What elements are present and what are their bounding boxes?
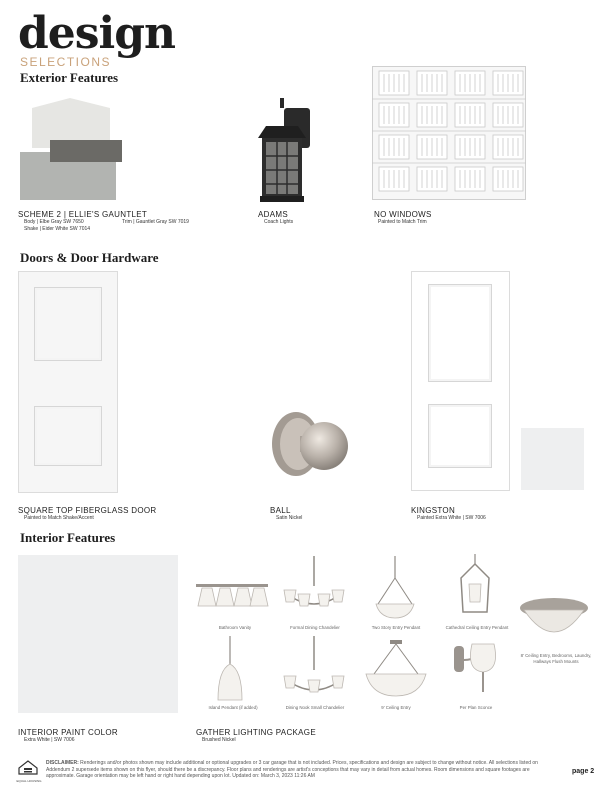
equal-housing-icon — [18, 760, 38, 778]
fixture-cathedral-caption: Cathedral Ceiling Entry Pendant — [445, 625, 509, 630]
island-pendant-image — [210, 636, 250, 702]
paint-title: INTERIOR PAINT COLOR — [18, 728, 118, 737]
vanity-light-image — [192, 576, 272, 616]
page-number: page 2 — [572, 768, 595, 775]
fixture-vanity-caption: Bathroom Vanity — [218, 625, 252, 630]
trim-swatch — [50, 140, 122, 162]
light-title: ADAMS — [258, 210, 288, 219]
scheme-body: Body | Elbe Gray SW 7650 — [24, 219, 84, 225]
scheme-shake: Shake | Eider White SW 7014 — [24, 226, 91, 232]
equal-housing-label: EQUAL HOUSING — [16, 779, 42, 783]
disclaimer-label: DISCLAIMER: — [46, 760, 79, 766]
cathedral-pendant-image — [455, 554, 495, 620]
interior-door-sub: Painted Extra White | SW 7006 — [417, 515, 486, 521]
section-interior-title: Interior Features — [20, 530, 116, 545]
fixture-flush-caption: 8' Ceiling Entry, Bedrooms, Laundry, Hallways Flush Mounts — [520, 653, 592, 664]
interior-door-image — [411, 271, 510, 491]
front-door-image — [18, 271, 118, 493]
logo-subword: SELECTIONS — [20, 55, 112, 69]
front-door-sub: Painted to Match Shake/Accent — [24, 515, 94, 521]
lighting-sub: Brushed Nickel — [202, 737, 236, 743]
garage-sub: Painted to Match Trim — [378, 219, 427, 225]
scheme-trim: Trim | Gauntlet Gray SW 7019 — [122, 219, 189, 225]
section-doors-title: Doors & Door Hardware — [20, 250, 159, 265]
disclaimer — [46, 760, 552, 780]
garage-title: NO WINDOWS — [374, 210, 432, 219]
fixture-formal-caption: Formal Dining Chandelier — [290, 625, 340, 630]
interior-door-title: KINGSTON — [411, 506, 456, 515]
paint-sub: Extra White | SW 7006 — [24, 737, 75, 743]
ceiling-9-image — [364, 640, 428, 698]
garage-door-image — [372, 66, 526, 200]
scheme-title: SCHEME 2 | ELLIE'S GAUNTLET — [18, 210, 148, 219]
disclaimer-text: Renderings and/or photos shown may include additional or optional upgrades or 3 car garage that is not included. Prices, specifications and design are subject to change without notice. All selections listed on Addendum 2 supersede items shown on this flyer, should there be a discrepancy. Floor plans and renderings are artist's conceptions that may vary in detail from actual homes. Room dimensions and square footages are approximate. Garage orientation may be left hand or right hand depending upon lot. Updated on: March 3, 2023 11:26 AM — [46, 760, 538, 779]
section-exterior-title: Exterior Features — [20, 70, 119, 85]
door-knob-image — [270, 410, 350, 480]
formal-chandelier-image — [282, 556, 346, 620]
front-door-title: SQUARE TOP FIBERGLASS DOOR — [18, 506, 157, 515]
interior-door-color-swatch — [521, 428, 584, 490]
light-sub: Coach Lights — [264, 219, 294, 225]
fixture-island-caption: Island Pendant (if added) — [208, 705, 258, 710]
two-story-pendant-image — [370, 556, 420, 620]
sconce-image — [450, 640, 504, 698]
fixture-ceiling9-caption: 9' Ceiling Entry — [381, 705, 411, 710]
flush-mount-image — [516, 594, 592, 650]
fixture-twostory-caption: Two Story Entry Pendant — [371, 625, 421, 630]
fixture-nook-caption: Dining Nook Small Chandelier — [285, 705, 345, 710]
fixture-sconce-caption: Per Plan Sconce — [459, 705, 493, 710]
knob-title: BALL — [270, 506, 291, 515]
nook-chandelier-image — [282, 636, 346, 702]
color-scheme-swatch — [18, 98, 124, 202]
knob-sub: Satin Nickel — [276, 515, 303, 521]
logo-word: design — [18, 8, 176, 59]
lighting-title: GATHER LIGHTING PACKAGE — [196, 728, 316, 737]
interior-paint-swatch — [18, 555, 178, 713]
coach-light-image — [250, 98, 316, 204]
